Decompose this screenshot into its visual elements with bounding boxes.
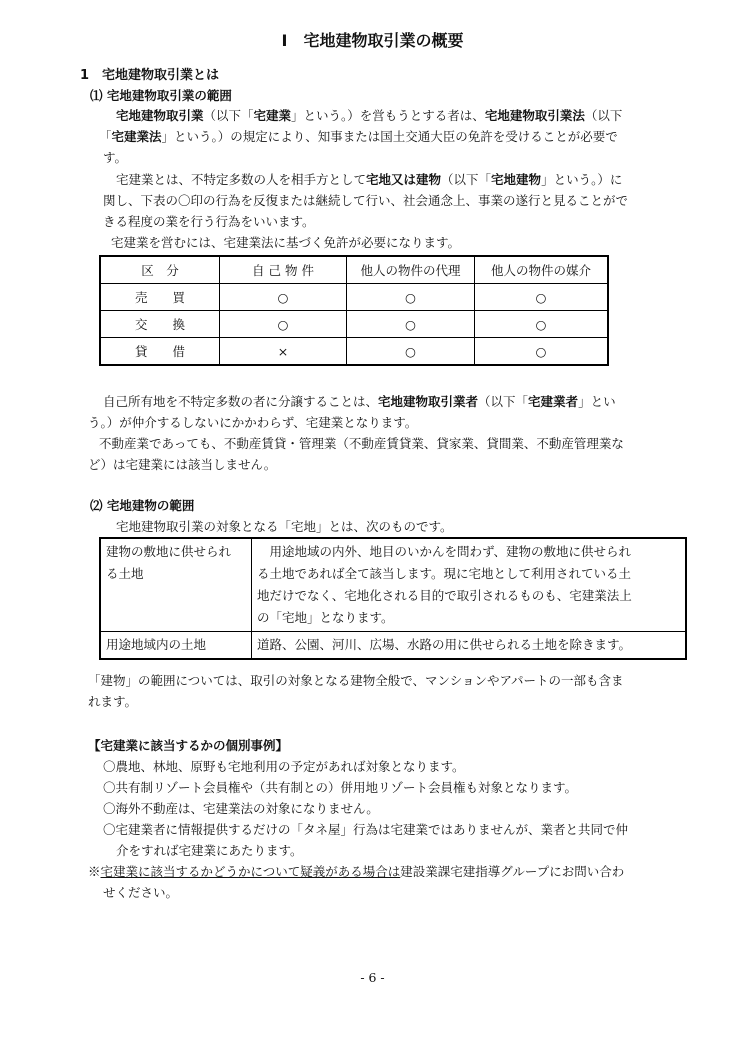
bold-term: 宅地建物: [491, 172, 542, 187]
paragraph-line: 宅地建物取引業の対象となる「宅地」とは、次のものです。: [116, 519, 453, 534]
table-cell: 交 換: [100, 311, 220, 338]
bold-term: 宅地建物取引業者: [378, 394, 479, 409]
table-header-row: [100, 256, 608, 284]
cell-line: 地だけでなく、宅地化される目的で取引されるものも、宅建業法上: [257, 588, 632, 603]
table-cell: ○: [220, 284, 347, 311]
table-cell: ○: [475, 284, 609, 311]
text-span: 」とい: [578, 394, 616, 409]
text-span: 宅建業とは、不特定多数の人を相手方として: [116, 172, 367, 187]
paragraph-line: きる程度の業を行う行為をいいます。: [103, 214, 315, 229]
paragraph-line: う。）が仲介するしないにかかわらず、宅建業となります。: [88, 415, 418, 430]
table-cell: 貸 借: [100, 338, 220, 366]
paragraph-line: 宅建業を営むには、宅建業法に基づく免許が必要になります。: [111, 235, 461, 250]
text-span: （以下「: [203, 108, 254, 123]
table-row: [100, 311, 608, 338]
paragraph-line: [116, 106, 622, 124]
list-item: 介をすれば宅建業にあたります。: [116, 843, 303, 858]
table-cell: ○: [220, 311, 347, 338]
text-span: 建設業課宅建指導グループにお問い合わ: [400, 864, 625, 879]
list-item: 〇共有制リゾート会員権や（共有制との）併用地リゾート会員権も対象となります。: [103, 780, 578, 795]
bold-term: 宅建業: [253, 108, 292, 123]
note-mark: ※: [88, 864, 101, 879]
cell-line: る土地であれば全て該当します。現に宅地として利用されている土: [257, 566, 632, 581]
paragraph-line: [99, 127, 618, 145]
table-cell: [100, 538, 252, 632]
cell-line: 建物の敷地に供せられ: [106, 544, 232, 559]
paragraph-line: 不動産業であっても、不動産賃貸・管理業（不動産賃貸業、貸家業、貸間業、不動産管理業な: [99, 436, 624, 451]
bold-term: 宅地又は建物: [366, 172, 442, 187]
cell-line: 用途地域の内外、地目のいかんを問わず、建物の敷地に供せられ: [257, 544, 632, 559]
text-span: 自己所有地を不特定多数の者に分譲することは、: [103, 394, 379, 409]
bold-term: 宅地建物取引業法: [484, 108, 585, 123]
table-row: [100, 284, 608, 311]
text-span: 」という。）を営もうとする者は、: [291, 108, 485, 123]
cases-heading: 【宅建業に該当するかの個別事例】: [88, 738, 289, 753]
list-item: 〇宅建業者に情報提供するだけの「タネ屋」行為は宅建業ではありませんが、業者と共同で仲: [103, 822, 629, 837]
table-cell: ○: [475, 311, 609, 338]
text-span: （以下「: [478, 394, 529, 409]
subsection-heading: ⑴ 宅地建物取引業の範囲: [90, 88, 232, 103]
section-heading: 1 宅地建物取引業とは: [80, 68, 220, 83]
note-line: せください。: [103, 885, 179, 900]
page-title: Ⅰ 宅地建物取引業の概要: [281, 31, 464, 50]
text-span: 」という。）に: [541, 172, 623, 187]
text-span: （以下「: [441, 172, 492, 187]
table-row: [100, 632, 686, 660]
table-cell: 道路、公園、河川、広場、水路の用に供せられる土地を除きます。: [252, 632, 687, 660]
table-cell: 売 買: [100, 284, 220, 311]
page-number: - 6 -: [360, 970, 385, 985]
table-row: [100, 538, 686, 632]
cell-line: の「宅地」となります。: [257, 610, 394, 625]
list-item: 〇農地、林地、原野も宅地利用の予定があれば対象となります。: [103, 759, 465, 774]
text-span: （以下: [584, 108, 623, 123]
table-cell: ○: [475, 338, 609, 366]
paragraph-line: 関し、下表の〇印の行為を反復または継続して行い、社会通念上、事業の遂行と見ることがで: [103, 193, 629, 208]
paragraph-line: [116, 170, 622, 188]
cell-line: る土地: [106, 566, 144, 581]
underlined-text: 宅建業に該当するかどうかについて疑義がある場合は: [100, 864, 401, 879]
paragraph-line: 「建物」の範囲については、取引の対象となる建物全般で、マンションやアパートの一部も含ま: [88, 673, 624, 688]
list-item: 〇海外不動産は、宅建業法の対象になりません。: [103, 801, 379, 816]
table-cell: [252, 538, 687, 632]
bold-term: 宅地建物取引業: [116, 108, 204, 123]
paragraph-line: す。: [103, 150, 128, 165]
table-header-cell: 他人の物件の媒介: [475, 256, 609, 284]
table-cell: ○: [347, 311, 475, 338]
table-cell: ○: [347, 284, 475, 311]
table-header-cell: 区 分: [100, 256, 220, 284]
table-row: [100, 338, 608, 366]
table-cell: ○: [347, 338, 475, 366]
table-cell: 用途地域内の土地: [100, 632, 252, 660]
table-header-cell: 自 己 物 件: [220, 256, 347, 284]
text-span: 」という。）の規定により、知事または国土交通大臣の免許を受けることが必要で: [161, 129, 618, 144]
bold-term: 宅建業法: [111, 129, 162, 144]
table-header-cell: 他人の物件の代理: [347, 256, 475, 284]
paragraph-line: れます。: [88, 694, 138, 709]
table-cell: ×: [220, 338, 347, 366]
bold-term: 宅建業者: [528, 394, 579, 409]
paragraph-line: [103, 392, 616, 410]
paragraph-line: ど）は宅建業には該当しません。: [88, 457, 277, 472]
land-definition-table: [99, 537, 687, 660]
note-line: [88, 862, 624, 880]
license-activity-table: [99, 255, 609, 366]
text-span: 「: [99, 129, 112, 144]
subsection-heading: ⑵ 宅地建物の範囲: [90, 498, 195, 513]
